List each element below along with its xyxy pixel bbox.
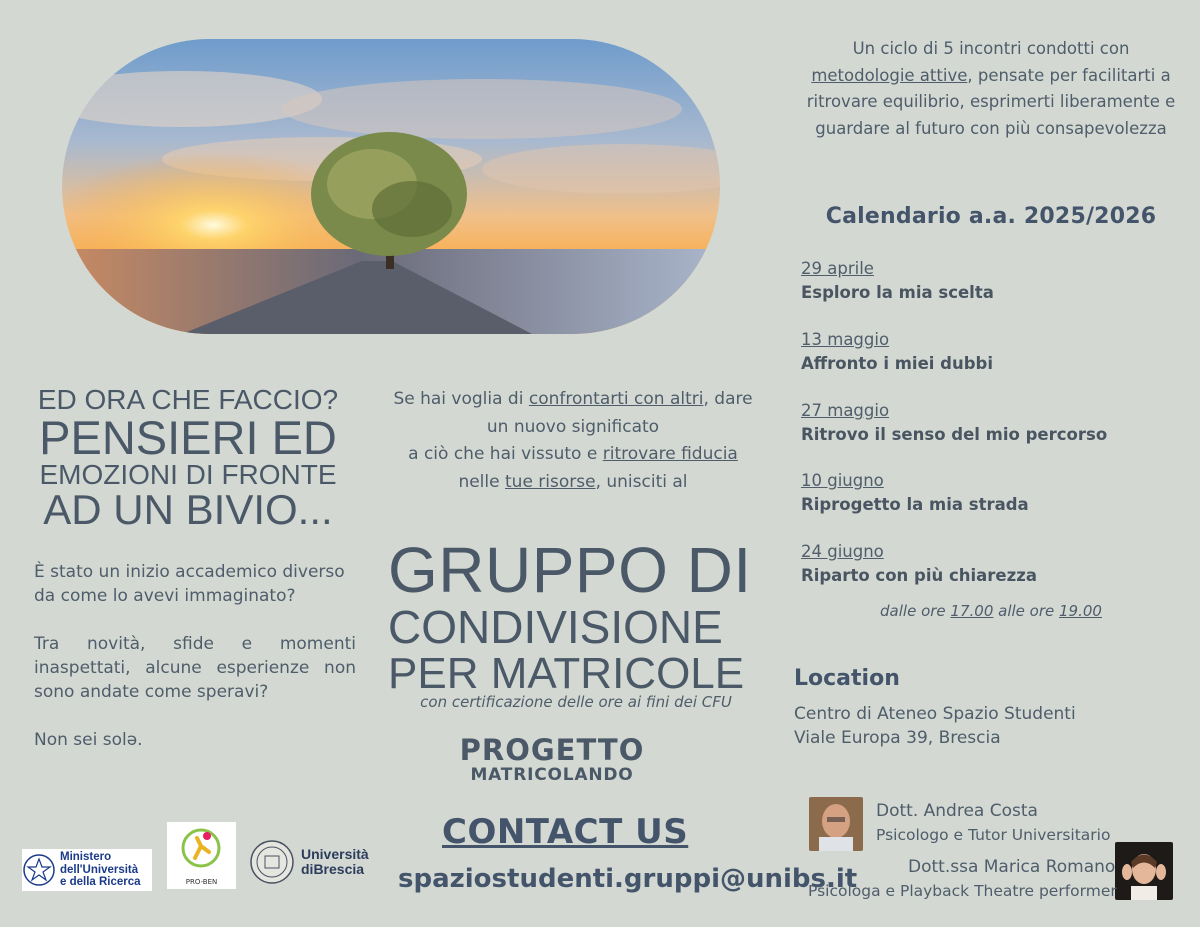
location-line: Centro di Ateneo Spazio Studenti [794,704,1076,724]
logo-text: dell'Università [60,863,139,876]
time-end: 19.00 [1059,602,1102,620]
location-line: Viale Europa 39, Brescia [794,728,1001,748]
title-line: PER MATRICOLE [388,649,745,698]
main-title [388,534,752,698]
heading-line: EMOZIONI DI FRONTE [39,459,337,490]
project-name-line: PROGETTO [459,733,645,767]
hero-image [62,39,720,334]
proben-logo [167,822,236,889]
time-range [792,602,1190,620]
calendar-session-title: Ritrovo il senso del mio percorso [801,425,1108,444]
body-paragraph: È stato un inizio accademico diverso da come lo avevi immaginato? [34,562,345,606]
text-fragment: a ciò che hai vissuto e [408,444,603,464]
calendar-date: 13 maggio [801,330,890,349]
intro-line: ritrovare equilibrio, esprimerti liberamente e [806,92,1176,111]
ministry-logo [22,849,152,891]
logo-text: e della Ricerca [60,876,141,889]
text-highlight: confrontarti con altri [528,389,704,409]
heading-line: PENSIERI ED [39,411,337,464]
text-fragment: , unisciti al [595,471,688,492]
time-prefix: dalle ore [880,602,951,620]
text-fragment: , dare [703,389,753,409]
calendar-date: 24 giugno [801,542,884,561]
person-role: Psicologa e Playback Theatre performer [808,882,1117,900]
logo-text: PRO-BEN [185,878,218,886]
calendar-session-title: Riprogetto la mia strada [801,495,1029,514]
text-fragment: un nuovo significato [486,416,660,437]
title-line: GRUPPO DI [388,534,752,606]
certification-note: con certificazione delle ore ai fini dei CFU [420,693,732,711]
calendar-date: 10 giugno [801,471,884,490]
person-name: Dott.ssa Marica Romano [908,857,1116,877]
location-title: Location [794,666,900,691]
emblem-icon [22,852,56,888]
body-paragraph: Non sei solə. [34,730,143,750]
intro-line: Un ciclo di 5 incontri condotti con [852,39,1130,58]
person-name: Dott. Andrea Costa [876,801,1038,821]
intro-line: guardare al futuro con più consapevolezza [815,118,1167,138]
calendar-session-title: Affronto i miei dubbi [801,354,993,373]
calendar-item [801,469,1181,517]
text-fragment: Se hai voglia di [393,389,529,409]
calendar-item [801,540,1181,588]
title-line: CONDIVISIONE [388,601,723,653]
time-start: 17.00 [950,602,994,620]
time-mid: alle ore [993,602,1060,620]
calendar-item [801,257,1181,305]
left-body [34,560,356,752]
calendar-item [801,399,1181,447]
location-address [794,702,1076,750]
calendar-session-title: Riparto con più chiarezza [801,566,1037,585]
intro-text [792,36,1190,142]
logo-text: diBrescia [301,861,365,877]
contact-email-link[interactable]: spaziostudenti.gruppi@unibs.it [398,864,858,894]
runner-icon [167,822,236,878]
calendar-date: 29 aprile [801,259,874,278]
project-logo [440,733,664,785]
intro-line: , pensate per facilitarti a [967,65,1171,85]
text-fragment: nelle [458,471,505,492]
person-role: Psicologo e Tutor Universitario [876,826,1111,844]
invitation-text [386,386,760,496]
intro-link-text: metodologie attive [811,65,968,85]
contact-heading: CONTACT US [442,812,689,852]
avatar [809,797,863,851]
project-name-line: MATRICOLANDO [470,765,634,785]
text-highlight: ritrovare fiducia [602,444,738,464]
avatar [1115,842,1173,900]
calendar-item [801,328,1181,376]
calendar-title: Calendario a.a. 2025/2026 [825,204,1157,229]
heading-line: AD UN BIVIO... [43,486,333,533]
logo-text: Ministero [60,851,112,864]
unibs-logo [249,839,369,885]
heading-line: ED ORA CHE FACCIO? [37,384,339,415]
calendar-date: 27 maggio [801,401,890,420]
text-highlight: tue risorse [505,471,596,492]
left-heading [34,386,342,531]
logo-text: Università [301,846,369,862]
seal-icon [249,839,295,885]
body-paragraph: Tra novità, sfide e momenti inaspettati, alcune esperienze non sono andate come speravi? [34,634,356,702]
calendar-session-title: Esploro la mia scelta [801,283,994,302]
